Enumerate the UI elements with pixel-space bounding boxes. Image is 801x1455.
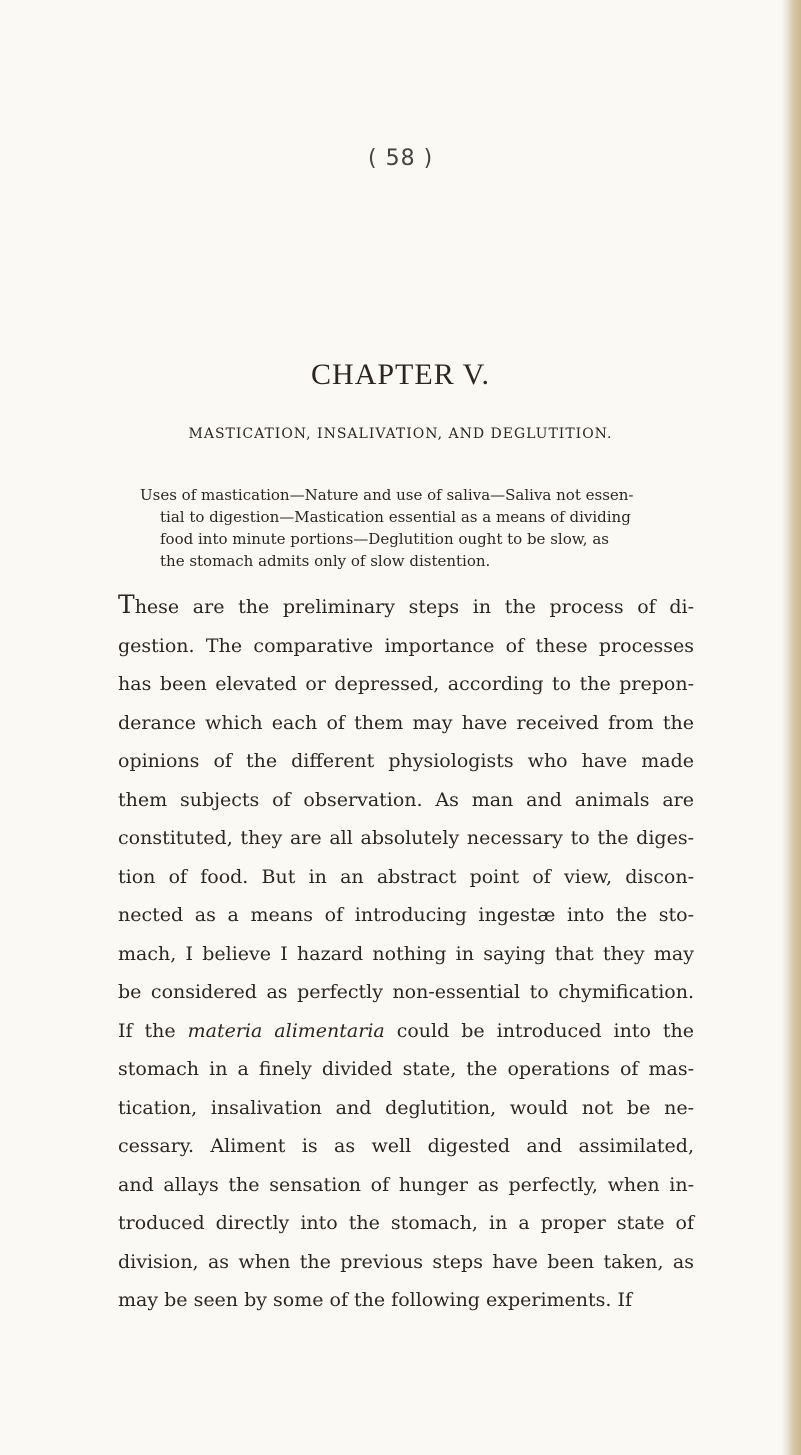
summary-line: Uses of mastication—Nature and use of saliva—Saliva not essen- (140, 486, 634, 504)
page-edge (781, 0, 801, 1455)
body-line: These are the preliminary steps in the process of di- (118, 590, 694, 619)
italic-term: materia alimentaria (187, 1019, 385, 1042)
body-line-text: could be introduced into the (384, 1019, 694, 1042)
page-number: ( 58 ) (368, 146, 434, 171)
body-line: tication, insalivation and deglutition, would not be ne- (118, 1096, 694, 1119)
body-line: has been elevated or depressed, according to the prepon- (118, 673, 694, 695)
body-line: constituted, they are all absolutely necessary to the diges- (118, 827, 694, 849)
body-line: nected as a means of introducing ingestæ into the sto- (118, 904, 694, 926)
body-line: and allays the sensation of hunger as perfectly, when in- (118, 1173, 694, 1196)
summary-line: the stomach admits only of slow distention. (160, 552, 491, 570)
summary-line: food into minute portions—Deglutition ought to be slow, as (160, 530, 609, 548)
body-line: them subjects of observation. As man and animals are (118, 788, 694, 811)
chapter-title: CHAPTER V. (311, 358, 490, 391)
chapter-subtitle: MASTICATION, INSALIVATION, AND DEGLUTITION. (188, 426, 613, 442)
summary-line: tial to digestion—Mastication essential as a means of dividing (160, 508, 631, 526)
body-line: stomach in a finely divided state, the operations of mas- (118, 1058, 694, 1080)
body-line: opinions of the different physiologists who have made (118, 750, 694, 772)
body-line-italic-term (118, 1012, 694, 1051)
body-line: be considered as perfectly non-essential to chymification. (118, 981, 694, 1003)
body-line: troduced directly into the stomach, in a proper state of (118, 1212, 694, 1234)
body-paragraph (118, 586, 694, 1320)
body-line-text: If the (118, 1019, 188, 1042)
body-line: gestion. The comparative importance of these processes (118, 634, 694, 657)
body-line: derance which each of them may have received from the (118, 711, 694, 734)
body-line: division, as when the previous steps have been taken, as (118, 1250, 694, 1273)
body-line: cessary. Aliment is as well digested and assimilated, (118, 1135, 694, 1157)
body-line: mach, I believe I hazard nothing in saying that they may (118, 942, 694, 965)
body-line: tion of food. But in an abstract point of view, discon- (118, 865, 694, 888)
body-line: may be seen by some of the following experiments. If (118, 1289, 633, 1311)
chapter-summary (140, 484, 660, 572)
